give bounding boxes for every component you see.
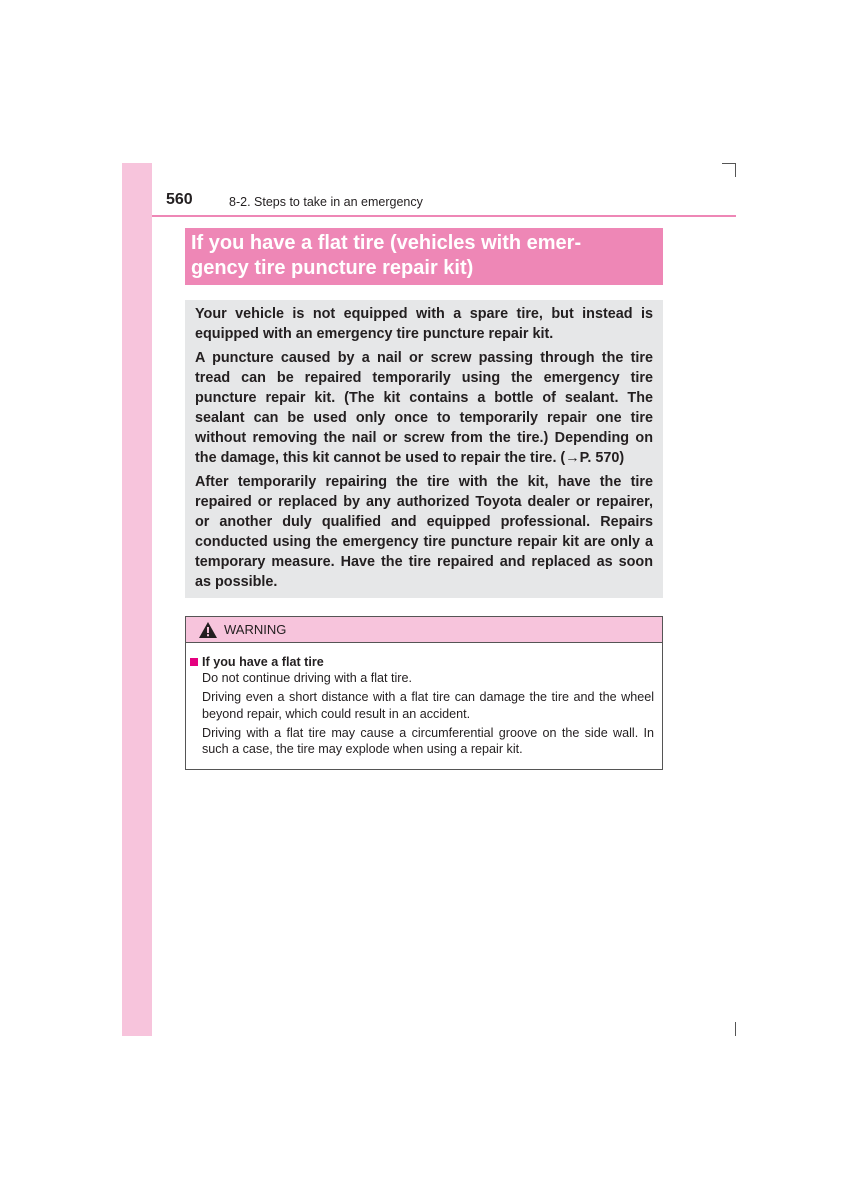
page-number: 560 bbox=[166, 191, 193, 208]
warning-label: WARNING bbox=[224, 622, 287, 637]
warning-paragraph-2: Driving even a short distance with a flat tire can damage the tire and the wheel beyond repair, which could result in an accident. bbox=[202, 690, 654, 721]
page-title-line-2: gency tire puncture repair kit) bbox=[191, 257, 474, 279]
header-divider bbox=[152, 215, 736, 217]
chapter-side-tab bbox=[122, 163, 152, 1036]
warning-subheading-text: If you have a flat tire bbox=[202, 655, 324, 669]
warning-paragraph-3: Driving with a flat tire may cause a circumferential groove on the side wall. In such a case, the tire may explode when using a repair kit. bbox=[202, 725, 654, 757]
warning-paragraph-1: Do not continue driving with a flat tire. bbox=[202, 671, 413, 686]
intro-box bbox=[185, 300, 663, 598]
warning-body bbox=[186, 643, 662, 757]
intro-paragraph-1: Your vehicle is not equipped with a spare tire, but instead is equipped with an emergency tire puncture repair kit. bbox=[195, 306, 653, 342]
warning-box bbox=[185, 616, 663, 770]
page-title-box bbox=[185, 228, 663, 285]
intro-paragraph-3: After temporarily repairing the tire with the kit, have the tire repaired or replaced by any authorized Toyota dealer or repairer, or another duly qualified and equipped professional. Repairs conducted using the emergency tire puncture repair kit are only a temporary measure. Have the tire repaired and replaced as soon as possible. bbox=[195, 474, 653, 590]
section-title: 8-2. Steps to take in an emergency bbox=[229, 195, 423, 209]
page-title-line-1: If you have a flat tire (vehicles with emer- bbox=[191, 232, 582, 254]
warning-triangle-icon bbox=[198, 621, 218, 639]
warning-subheading bbox=[190, 654, 654, 670]
square-bullet-icon bbox=[190, 658, 198, 666]
crop-mark-bottom bbox=[735, 1022, 736, 1036]
crop-mark-top-h bbox=[722, 163, 736, 164]
crop-mark-top-v bbox=[735, 163, 736, 177]
intro-paragraph-2: A puncture caused by a nail or screw passing through the tire tread can be repaired temporarily using the emergency tire puncture repair kit. (The kit contains a bottle of sealant. The sealant can be used only once to temporarily repair one tire without removing the nail or screw from the tire.) Depending on the damage, this kit cannot be used to repair the tire. (→P. 570) bbox=[195, 350, 653, 466]
warning-header bbox=[186, 617, 662, 643]
